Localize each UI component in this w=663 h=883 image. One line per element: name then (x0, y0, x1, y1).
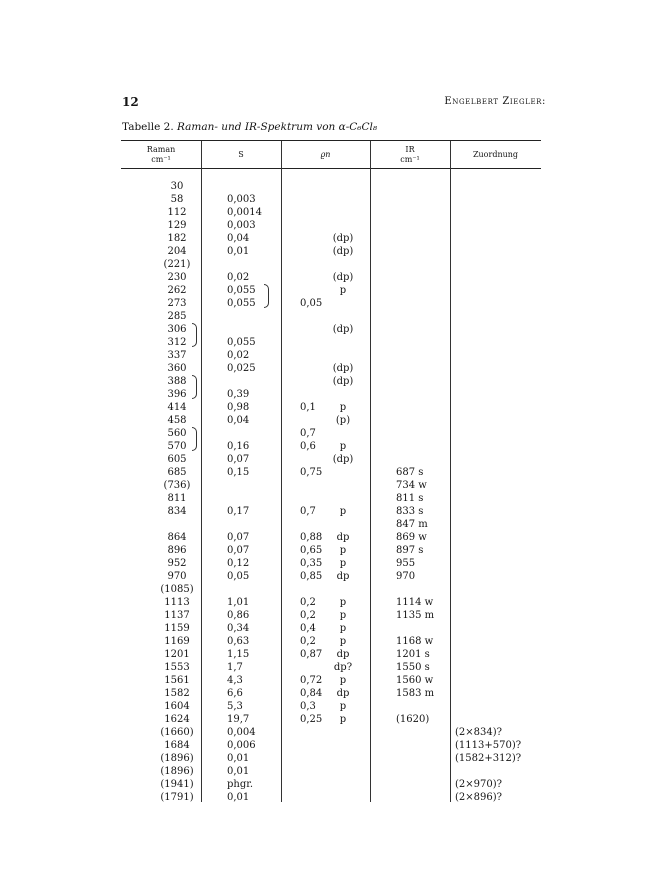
cell-ir: 734 w (396, 480, 427, 491)
cell-raman: (736) (163, 480, 191, 491)
table-row (0, 570, 663, 583)
cell-rho: 0,7 (300, 506, 316, 517)
cell-s: 6,6 (227, 688, 243, 699)
table-row (0, 726, 663, 739)
cell-ir: 1168 w (396, 636, 434, 647)
cell-ir: 897 s (396, 545, 424, 556)
table-row (0, 336, 663, 349)
cell-raman: 312 (167, 337, 187, 348)
cell-s: 0,055 (227, 285, 256, 296)
table-row (0, 232, 663, 245)
cell-raman: 1624 (164, 714, 190, 725)
table-row (0, 518, 663, 531)
cell-pol: dp (336, 571, 350, 582)
cell-raman: 230 (167, 272, 187, 283)
cell-raman: (1896) (160, 766, 194, 777)
cell-pol: p (339, 623, 347, 634)
cell-s: 0,86 (227, 610, 250, 621)
table-row (0, 206, 663, 219)
cell-ir: 1583 m (396, 688, 435, 699)
cell-s: 0,07 (227, 532, 250, 543)
cell-pol: p (339, 545, 347, 556)
table-row (0, 778, 663, 791)
cell-raman: 396 (167, 389, 187, 400)
cell-ir: 811 s (396, 493, 424, 504)
cell-s: 0,98 (227, 402, 250, 413)
cell-rho: 0,35 (300, 558, 323, 569)
cell-s: 5,3 (227, 701, 243, 712)
cell-s: 0,02 (227, 272, 250, 283)
cell-raman: 30 (170, 181, 184, 192)
cell-s: 0,15 (227, 467, 250, 478)
cell-ir: 1560 w (396, 675, 434, 686)
header-zuordnung-label: Zuordnung (472, 150, 519, 159)
cell-raman: (1791) (160, 792, 194, 803)
cell-pol: dp (336, 649, 350, 660)
cell-rho: 0,84 (300, 688, 323, 699)
cell-raman: (1896) (160, 753, 194, 764)
cell-s: 0,12 (227, 558, 250, 569)
table-row (0, 648, 663, 661)
cell-pol: p (339, 597, 347, 608)
caption-prefix: Tabelle 2. (122, 121, 178, 133)
cell-ir: (1620) (396, 714, 430, 725)
cell-s: 0,004 (227, 727, 256, 738)
table-row (0, 271, 663, 284)
table-top-rule (121, 140, 541, 141)
cell-s: 0,39 (227, 389, 250, 400)
cell-raman: 1582 (164, 688, 190, 699)
cell-ir: 1114 w (396, 597, 434, 608)
brace-s-262-273 (264, 284, 269, 308)
cell-s: 0,01 (227, 246, 250, 257)
table-caption (122, 121, 377, 133)
table-row (0, 609, 663, 622)
cell-s: 0,01 (227, 792, 250, 803)
table-row (0, 284, 663, 297)
table-row (0, 700, 663, 713)
cell-raman: 204 (167, 246, 187, 257)
cell-pol: p (339, 402, 347, 413)
cell-s: 0,01 (227, 753, 250, 764)
cell-rho: 0,2 (300, 610, 316, 621)
cell-raman: 129 (167, 220, 187, 231)
cell-raman: 570 (167, 441, 187, 452)
cell-raman: 560 (167, 428, 187, 439)
cell-rho: 0,2 (300, 636, 316, 647)
header-ir-unit: cm⁻¹ (400, 155, 420, 164)
table-row (0, 297, 663, 310)
cell-pol: p (339, 675, 347, 686)
cell-s: 0,07 (227, 454, 250, 465)
cell-ir: 955 (396, 558, 416, 569)
cell-s: 0,025 (227, 363, 256, 374)
cell-raman: 458 (167, 415, 187, 426)
table-row (0, 245, 663, 258)
cell-ir: 847 m (396, 519, 428, 530)
header-s (201, 150, 281, 160)
cell-raman: 1159 (164, 623, 190, 634)
table-row (0, 752, 663, 765)
table-header-rule (121, 168, 541, 169)
header-zuordnung (450, 150, 541, 160)
cell-raman: 1169 (164, 636, 190, 647)
header-raman (121, 145, 201, 165)
cell-raman: 1553 (164, 662, 190, 673)
header-ir (370, 145, 450, 165)
cell-s: 0,01 (227, 766, 250, 777)
table-row (0, 531, 663, 544)
cell-pol: dp (336, 532, 350, 543)
cell-raman: 605 (167, 454, 187, 465)
table-row (0, 466, 663, 479)
cell-pol: (dp) (332, 376, 354, 387)
header-raman-label: Raman (146, 145, 176, 154)
cell-raman: (1660) (160, 727, 194, 738)
cell-s: 0,055 (227, 298, 256, 309)
cell-rho: 0,4 (300, 623, 316, 634)
cell-ir: 869 w (396, 532, 427, 543)
cell-raman: 952 (167, 558, 187, 569)
cell-rho: 0,05 (300, 298, 323, 309)
cell-pol: (p) (335, 415, 351, 426)
cell-pol: (dp) (332, 272, 354, 283)
table-row (0, 219, 663, 232)
cell-s: 0,006 (227, 740, 256, 751)
cell-raman: (221) (163, 259, 191, 270)
table-row (0, 791, 663, 804)
cell-raman: 1604 (164, 701, 190, 712)
cell-s: 0,34 (227, 623, 250, 634)
cell-z: (1582+312)? (455, 753, 522, 764)
cell-s: 0,055 (227, 337, 256, 348)
table-row (0, 674, 663, 687)
table-row (0, 453, 663, 466)
cell-raman: (1941) (160, 779, 194, 790)
table-row (0, 349, 663, 362)
table-row (0, 401, 663, 414)
cell-raman: (1085) (160, 584, 194, 595)
cell-raman: 970 (167, 571, 187, 582)
brace-raman-306-312 (192, 323, 197, 347)
cell-rho: 0,88 (300, 532, 323, 543)
cell-raman: 112 (167, 207, 187, 218)
cell-s: 19,7 (227, 714, 250, 725)
running-head: Engelbert Ziegler: (444, 96, 546, 107)
header-ir-label: IR (405, 145, 415, 154)
table-row (0, 557, 663, 570)
cell-ir: 1201 s (396, 649, 430, 660)
cell-raman: 306 (167, 324, 187, 335)
cell-raman: 1684 (164, 740, 190, 751)
cell-s: 0,16 (227, 441, 250, 452)
cell-rho: 0,75 (300, 467, 323, 478)
cell-pol: dp? (333, 662, 353, 673)
cell-rho: 0,1 (300, 402, 316, 413)
cell-pol: p (339, 714, 347, 725)
table-row (0, 544, 663, 557)
cell-rho: 0,85 (300, 571, 323, 582)
cell-z: (2×896)? (455, 792, 502, 803)
cell-s: 1,7 (227, 662, 243, 673)
cell-raman: 896 (167, 545, 187, 556)
cell-raman: 1201 (164, 649, 190, 660)
header-rho (281, 150, 370, 160)
cell-s: 0,07 (227, 545, 250, 556)
cell-raman: 811 (167, 493, 187, 504)
table-row (0, 596, 663, 609)
cell-raman: 685 (167, 467, 187, 478)
table-row (0, 661, 663, 674)
table-row (0, 713, 663, 726)
cell-raman: 182 (167, 233, 187, 244)
cell-raman: 414 (167, 402, 187, 413)
cell-ir: 687 s (396, 467, 424, 478)
header-s-label: S (238, 150, 244, 159)
cell-rho: 0,7 (300, 428, 316, 439)
cell-rho: 0,3 (300, 701, 316, 712)
cell-pol: p (339, 636, 347, 647)
header-rho-label: ϱn (320, 150, 331, 159)
caption-title: Raman- und IR-Spektrum von α-C₆Cl₈ (177, 121, 378, 133)
cell-s: 0,02 (227, 350, 250, 361)
header-raman-unit: cm⁻¹ (151, 155, 171, 164)
table-row (0, 180, 663, 193)
cell-s: 1,01 (227, 597, 250, 608)
cell-rho: 0,2 (300, 597, 316, 608)
cell-raman: 360 (167, 363, 187, 374)
cell-pol: (dp) (332, 324, 354, 335)
cell-pol: p (339, 506, 347, 517)
cell-z: (2×834)? (455, 727, 502, 738)
table-row (0, 362, 663, 375)
table-row (0, 687, 663, 700)
table-row (0, 583, 663, 596)
cell-rho: 0,65 (300, 545, 323, 556)
cell-raman: 834 (167, 506, 187, 517)
cell-raman: 285 (167, 311, 187, 322)
cell-s: 0,17 (227, 506, 250, 517)
cell-s: 4,3 (227, 675, 243, 686)
table-row (0, 375, 663, 388)
table-row (0, 765, 663, 778)
cell-ir: 970 (396, 571, 416, 582)
cell-raman: 273 (167, 298, 187, 309)
cell-raman: 337 (167, 350, 187, 361)
cell-rho: 0,6 (300, 441, 316, 452)
cell-pol: p (339, 285, 347, 296)
cell-pol: (dp) (332, 454, 354, 465)
brace-raman-388-396 (192, 375, 197, 399)
cell-pol: (dp) (332, 246, 354, 257)
cell-s: phgr. (227, 779, 254, 790)
cell-s: 0,04 (227, 233, 250, 244)
cell-raman: 388 (167, 376, 187, 387)
cell-pol: p (339, 701, 347, 712)
cell-s: 0,04 (227, 415, 250, 426)
cell-s: 0,003 (227, 220, 256, 231)
table-row (0, 739, 663, 752)
table-row (0, 492, 663, 505)
table-row (0, 414, 663, 427)
cell-pol: p (339, 441, 347, 452)
cell-pol: p (339, 610, 347, 621)
table-row (0, 258, 663, 271)
cell-raman: 262 (167, 285, 187, 296)
cell-raman: 864 (167, 532, 187, 543)
table-row (0, 427, 663, 440)
cell-z: (2×970)? (455, 779, 502, 790)
table-row (0, 622, 663, 635)
cell-rho: 0,87 (300, 649, 323, 660)
cell-s: 1,15 (227, 649, 250, 660)
table-row (0, 479, 663, 492)
cell-ir: 1135 m (396, 610, 435, 621)
table-row (0, 323, 663, 336)
cell-ir: 833 s (396, 506, 424, 517)
cell-raman: 1113 (164, 597, 190, 608)
cell-raman: 58 (170, 194, 184, 205)
cell-ir: 1550 s (396, 662, 430, 673)
cell-pol: (dp) (332, 363, 354, 374)
table-row (0, 635, 663, 648)
cell-rho: 0,25 (300, 714, 323, 725)
table-row (0, 193, 663, 206)
cell-raman: 1561 (164, 675, 190, 686)
cell-s: 0,05 (227, 571, 250, 582)
cell-pol: dp (336, 688, 350, 699)
cell-rho: 0,72 (300, 675, 323, 686)
table-row (0, 310, 663, 323)
table-row (0, 388, 663, 401)
table-row (0, 440, 663, 453)
cell-s: 0,0014 (227, 207, 262, 218)
table-row (0, 505, 663, 518)
cell-raman: 1137 (164, 610, 190, 621)
cell-s: 0,003 (227, 194, 256, 205)
cell-z: (1113+570)? (455, 740, 522, 751)
page-number: 12 (122, 95, 139, 109)
cell-pol: (dp) (332, 233, 354, 244)
brace-raman-560-570 (192, 427, 197, 451)
cell-s: 0,63 (227, 636, 250, 647)
cell-pol: p (339, 558, 347, 569)
